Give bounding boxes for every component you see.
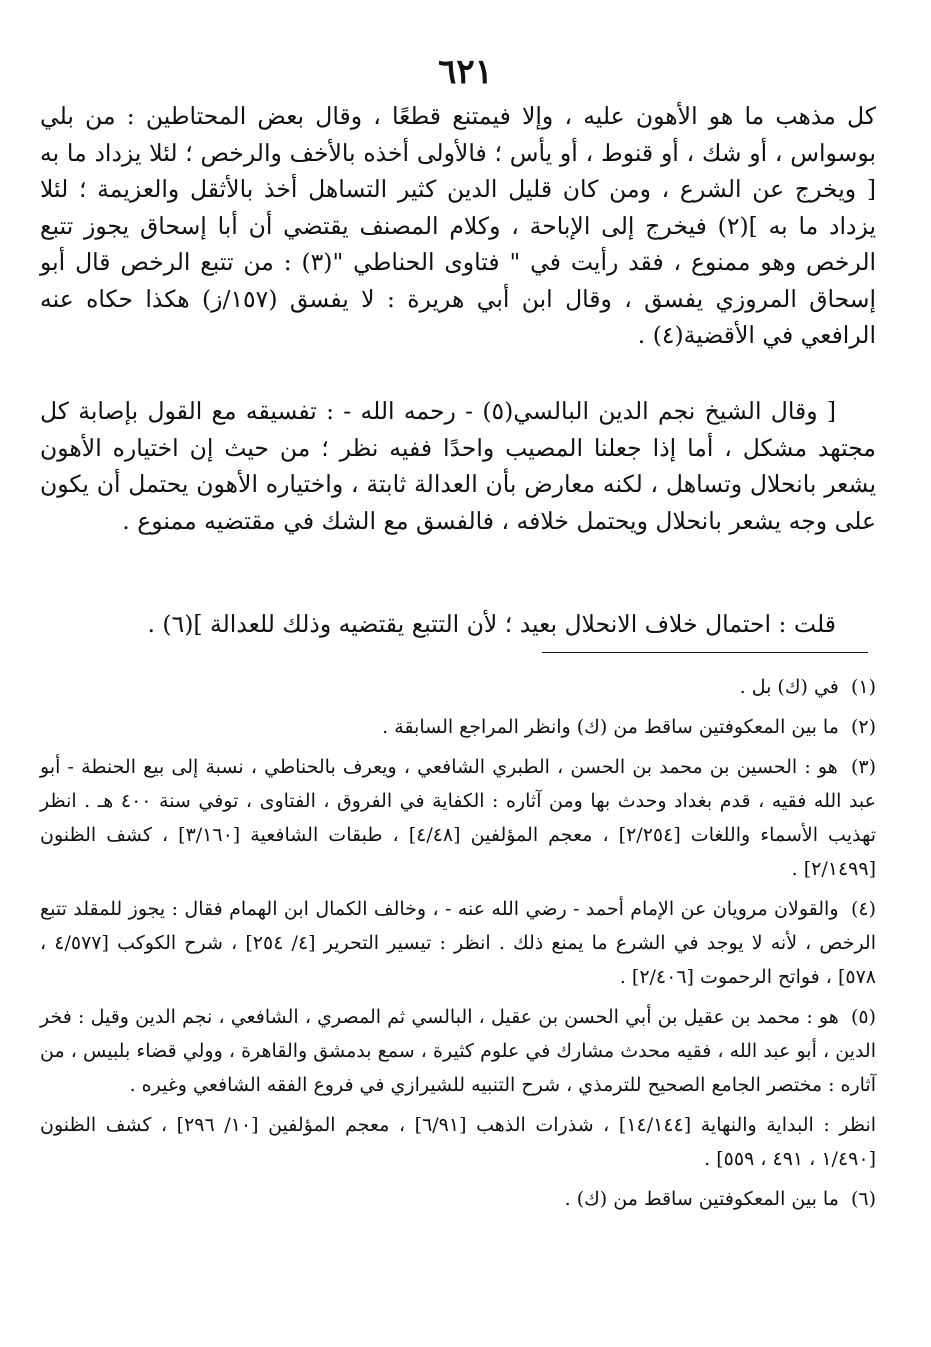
footnote-number: (٣) bbox=[850, 756, 876, 778]
page-number: ٦٢١ bbox=[438, 52, 493, 92]
footnote-separator bbox=[542, 652, 868, 653]
footnote-text: هو : محمد بن عقيل بن أبي الحسن بن عقيل ، البالسي ثم المصري ، الشافعي ، نجم الدين وقيل : فخر الدين ، أبو عبد الله ، فقيه محدث مشارك في علوم كثيرة ، سمع بدمشق والقاهرة ، وولي قضاء بلبيس ، من آثاره : مختصر الجامع الصحيح للترمذي ، شرح التنبيه للشيرازي في فروع الفقه الشافعي وغيره . bbox=[40, 1006, 876, 1096]
footnote-1 bbox=[40, 670, 876, 704]
footnote-3 bbox=[40, 750, 876, 886]
footnotes-section bbox=[40, 670, 876, 1222]
main-paragraph-1: كل مذهب ما هو الأهون عليه ، وإلا فيمتنع قطعًا ، وقال بعض المحتاطين : من بلي بوسواس ، أو شك ، أو قنوط ، أو يأس ؛ فالأولى أخذه بالأخف والرخص ؛ لئلا يزداد ما به [ ويخرج عن الشرع ، ومن كان قليل الدين كثير التساهل أخذ بالأثقل والعزيمة ؛ لئلا يزداد ما به ](٢) فيخرج إلى الإباحة ، وكلام المصنف يقتضي أن أبا إسحاق يجوز تتبع الرخص وهو ممنوع ، فقد رأيت في " فتاوى الحناطي "(٣) : من تتبع الرخص قال أبو إسحاق المروزي يفسق ، وقال ابن أبي هريرة : لا يفسق (١٥٧/ز) هكذا حكاه عنه الرافعي في الأقضية(٤) . bbox=[40, 102, 877, 349]
footnote-text: هو : الحسين بن محمد بن الحسن ، الطبري الشافعي ، ويعرف بالحناطي ، نسبة إلى بيع الحنطة - أبو عبد الله فقيه ، قدم بغداد وحدث بها ومن آثاره : الكفاية في الفروق ، الفتاوى ، توفي سنة ٤٠٠ هـ . انظر تهذيب الأسماء واللغات [٢/٢٥٤] ، معجم المؤلفين [٤/٤٨] ، طبقات الشافعية [٣/١٦٠] ، كشف الظنون [٢/١٤٩٩] . bbox=[40, 756, 877, 880]
footnote-2 bbox=[40, 710, 876, 744]
footnote-5-references: انظر : البداية والنهاية [١٤/١٤٤] ، شذرات الذهب [٦/٩١] ، معجم المؤلفين [١٠/ ٢٩٦] ، كشف الظنون [١/٤٩٠ ، ٤٩١ ، ٥٥٩] . bbox=[40, 1114, 877, 1170]
footnote-number: (١) bbox=[850, 676, 876, 698]
footnote-text: والقولان مرويان عن الإمام أحمد - رضي الله عنه - ، وخالف الكمال ابن الهمام فقال : يجوز للمقلد تتبع الرخص ، لأنه لا يوجد في الشرع ما يمنع ذلك . انظر : تيسير التحرير [٤/ ٢٥٤] ، شرح الكوكب [٤/٥٧٧ ، ٥٧٨] ، فواتح الرحموت [٢/٤٠٦] . bbox=[40, 898, 877, 988]
footnote-number: (٦) bbox=[850, 1188, 876, 1210]
footnote-5 bbox=[40, 1000, 876, 1102]
footnote-text: في (ك) بل . bbox=[739, 676, 839, 698]
footnote-4 bbox=[40, 892, 876, 994]
footnote-6 bbox=[40, 1182, 876, 1216]
footnote-text: ما بين المعكوفتين ساقط من (ك) . bbox=[564, 1188, 839, 1210]
main-paragraph-3: قلت : احتمال خلاف الانحلال بعيد ؛ لأن التتبع يقتضيه وذلك للعدالة ](٦) . bbox=[147, 610, 836, 638]
footnote-number: (٥) bbox=[850, 1006, 876, 1028]
footnote-text: ما بين المعكوفتين ساقط من (ك) وانظر المراجع السابقة . bbox=[382, 716, 839, 738]
footnote-number: (٢) bbox=[850, 716, 876, 738]
main-paragraph-2: [ وقال الشيخ نجم الدين البالسي(٥) - رحمه الله - : تفسيقه مع القول بإصابة كل مجتهد مشكل ، أما إذا جعلنا المصيب واحدًا ففيه نظر ؛ من حيث إن اختياره الأهون يشعر بانحلال وتساهل ، لكنه معارض بأن العدالة ثابتة ، واختياره الأهون يحتمل أن يكون على وجه يشعر بانحلال ويحتمل خلافه ، فالفسق مع الشك في مقتضيه ممنوع . bbox=[40, 397, 876, 535]
footnote-number: (٤) bbox=[850, 898, 876, 920]
